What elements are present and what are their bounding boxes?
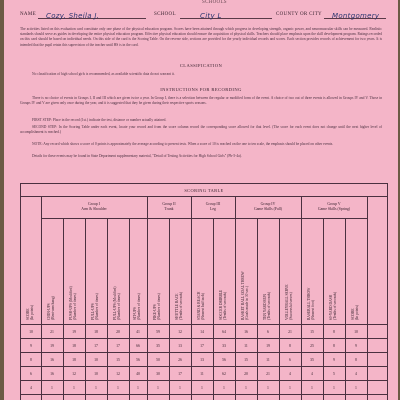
table-cell: 18 <box>72 358 76 362</box>
table-cell: 14 <box>200 330 204 334</box>
table-cell: 1 <box>311 386 313 390</box>
column-unit: (Bent-arm hang) <box>51 296 56 320</box>
column-header <box>241 220 251 320</box>
table-cell: 1 <box>223 386 225 390</box>
student-info-row <box>20 9 386 21</box>
table-cell: 35 <box>156 344 160 348</box>
intro-paragraph: The activities listed on this evaluation card constitute only one phase of the physical education program. Scores have been attained through which progress in developing strength, organic power, and neuromuscular skills can be measured. Realistic standards should serve as guides in developing the entire physical education program. Effective physical education should ensure the acquisition of physical skills. Teachers should place emphasis upon the skill development program. Ratings recorded on this card should be based on individual needs. On this side of the card is the Scoring Table. On the reverse side, sections are provided for the yearly individual records and scores. Each section provides records of achievement for two years. It is intended that the pupil retain this supervision of the teacher until HS is in the card. <box>20 27 382 47</box>
column-header <box>219 220 229 320</box>
column-divider <box>301 196 302 400</box>
column-header <box>197 220 207 320</box>
column-unit: (Goals made in 30 sec.) <box>245 285 250 320</box>
column-unit: (Number of times) <box>157 293 162 320</box>
column-divider <box>147 196 148 400</box>
table-cell: 56 <box>136 358 140 362</box>
table-cell: 10 <box>94 358 98 362</box>
table-rule-top <box>21 196 387 197</box>
table-cell: 1 <box>267 386 269 390</box>
table-cell: 6 <box>267 330 269 334</box>
table-cell: 11 <box>200 372 204 376</box>
column-divider <box>367 196 368 400</box>
column-divider <box>191 196 192 400</box>
column-divider <box>235 196 236 400</box>
scoring-table-title: SCORING TABLE <box>184 188 224 193</box>
group-4-sub: Game Skills (Fall) <box>253 207 283 211</box>
table-cell: 4 <box>289 372 291 376</box>
table-cell: 16 <box>244 330 248 334</box>
table-cell: 25 <box>310 344 314 348</box>
instructions-note: NOTE: Any record which shows a score of 0 points is approximately the average according to present tests. When a score of 10 is reached on the one to ten scale, the emphasis should be placed on other events. <box>32 142 334 146</box>
column-unit: (Number of times) <box>117 293 122 320</box>
table-cell: 8 <box>333 344 335 348</box>
column-name: 60-YARD DASH <box>329 294 333 320</box>
table-cell: 5 <box>333 372 335 376</box>
column-header <box>285 220 295 320</box>
school-value[interactable]: City L <box>200 12 222 20</box>
group-3-name: Group III <box>205 202 221 206</box>
column-unit: (In points) <box>355 304 360 320</box>
table-cell: 1 <box>137 386 139 390</box>
table-cell: 35 <box>310 358 314 362</box>
column-divider <box>41 196 42 400</box>
table-cell: 1 <box>289 386 291 390</box>
table-cell: 21 <box>266 372 270 376</box>
column-header <box>91 220 101 320</box>
row-rule <box>21 366 387 367</box>
column-unit: (Nearest half inch) <box>201 293 206 320</box>
table-cell: 1 <box>245 386 247 390</box>
table-cell: 10 <box>94 372 98 376</box>
group-5-sub: Game Skills (Spring) <box>317 207 351 211</box>
column-header <box>307 220 317 320</box>
table-cell: 15 <box>310 330 314 334</box>
column-name: SCORE <box>26 308 30 320</box>
instructions-heading: INSTRUCTIONS FOR RECORDING <box>160 87 242 92</box>
table-cell: 56 <box>222 358 226 362</box>
column-header <box>69 220 79 320</box>
scoring-table <box>20 183 388 400</box>
table-cell: 11 <box>244 344 248 348</box>
table-cell: 19 <box>72 330 76 334</box>
table-cell: 8 <box>289 344 291 348</box>
column-name: PULL-UPS (Modified) <box>113 286 117 320</box>
column-unit: (Number of times) <box>73 293 78 320</box>
table-cell: 1 <box>51 386 53 390</box>
table-cell: 9 <box>30 344 32 348</box>
table-cell: 59 <box>156 330 160 334</box>
table-cell: 20 <box>244 372 248 376</box>
column-unit: (Nearest foot) <box>311 299 316 320</box>
column-header <box>329 220 339 320</box>
table-cell: 20 <box>116 330 120 334</box>
table-cell: 1 <box>73 386 75 390</box>
column-header <box>351 220 361 320</box>
classification-text: No classification of high school girls is recommended, as available scientific data do not warrant it. <box>32 72 175 76</box>
group-3-sub: Leg <box>210 207 216 211</box>
table-cell: 6 <box>30 372 32 376</box>
row-rule <box>21 380 387 381</box>
column-name: BASEBALL THROW <box>307 287 311 320</box>
column-unit: (Tenths of seconds) <box>267 291 272 320</box>
group-1-sub: Arm & Shoulder <box>81 207 107 211</box>
table-cell: 4 <box>311 372 313 376</box>
column-unit: (Tenths of seconds) <box>179 291 184 320</box>
column-name: SIT-UPS <box>133 307 137 320</box>
table-cell: 4 <box>30 386 32 390</box>
table-cell: 62 <box>222 372 226 376</box>
column-unit: (Tenths of seconds) <box>223 291 228 320</box>
table-cell: 66 <box>136 344 140 348</box>
column-header <box>153 220 163 320</box>
table-cell: 16 <box>50 372 54 376</box>
column-unit: (Successful serves) <box>289 292 294 320</box>
table-cell: 21 <box>288 330 292 334</box>
table-cell: 41 <box>136 330 140 334</box>
table-cell: 13 <box>178 344 182 348</box>
group-5-header <box>301 202 367 212</box>
instructions-first-step: FIRST STEP: Place in the record (1st.) indicate the test, distance or number actually attained. <box>32 118 167 122</box>
table-cell: 19 <box>266 344 270 348</box>
instructions-paragraph-1: There is no choice of events in Groups I, II and III which are given twice a year. In Group I, there is a selection between the regular or modified form of the event. A choice of two out of three events is allowed in Groups IV and V. Those in Groups IV and V are given only once during the year, and it is suggested that they be given during their respective sports seasons. <box>20 96 382 106</box>
column-header <box>133 220 143 320</box>
table-cell: 13 <box>200 358 204 362</box>
table-cell: 17 <box>94 344 98 348</box>
table-cell: 21 <box>50 330 54 334</box>
column-name: VOLLEYBALL SERVE <box>285 284 289 320</box>
table-cell: 17 <box>116 344 120 348</box>
group-4-name: Group IV <box>260 202 276 206</box>
table-cell: 1 <box>179 386 181 390</box>
table-cell: 18 <box>72 344 76 348</box>
table-cell: 9 <box>333 358 335 362</box>
name-label: NAME <box>20 12 36 17</box>
table-cell: 1 <box>201 386 203 390</box>
school-label: SCHOOL <box>154 12 176 17</box>
column-name: PULL-UPS <box>91 303 95 320</box>
table-cell: 18 <box>94 330 98 334</box>
instructions-details: Details for these events may be found in State Department supplementary material, "Detail of Testing Activities for High School Girls" (Pb-5-4a). <box>32 154 242 158</box>
table-cell: 8 <box>333 330 335 334</box>
group-4-header <box>235 202 301 212</box>
column-name: BASKET BALL GOAL THROW <box>241 271 245 320</box>
table-cell: 12 <box>72 372 76 376</box>
column-name: SOCCER DRIBBLE <box>219 289 223 320</box>
table-cell: 9 <box>355 344 357 348</box>
column-name: PUSH-UPS (Modified) <box>69 286 73 320</box>
column-header <box>175 220 185 320</box>
group-1-header <box>41 202 147 212</box>
row-rule <box>21 352 387 353</box>
column-header <box>263 220 273 320</box>
group-2-sub: Trunk <box>164 207 174 211</box>
column-unit: (Number of times) <box>95 293 100 320</box>
table-rule-header <box>21 324 387 325</box>
table-cell: 1 <box>117 386 119 390</box>
column-unit: (Tenths of seconds) <box>333 291 338 320</box>
table-cell: 1 <box>157 386 159 390</box>
table-rule-groups <box>41 218 367 219</box>
column-header <box>47 220 57 320</box>
row-rule <box>21 394 387 395</box>
county-value[interactable]: Montgomery <box>332 12 380 20</box>
table-cell: 64 <box>222 330 226 334</box>
name-value[interactable]: Cozy, Sheila J. <box>46 12 100 20</box>
table-cell: 50 <box>156 358 160 362</box>
table-cell: 16 <box>50 358 54 362</box>
group-2-name: Group II <box>162 202 176 206</box>
group-1-name: Group I <box>88 202 100 206</box>
instructions-second-step: SECOND STEP: In the Scoring Table under each event, locate your record and from the score column record the corresponding score allowed for that level. (The score for each event does not change until the next higher level of accomplishment is reached.) <box>20 125 382 135</box>
group-3-header <box>191 202 235 212</box>
table-cell: 10 <box>354 330 358 334</box>
column-name: SCORE <box>351 308 355 320</box>
evaluation-card <box>4 0 398 400</box>
table-cell: 19 <box>50 344 54 348</box>
table-cell: 15 <box>116 358 120 362</box>
table-cell: 12 <box>116 372 120 376</box>
table-cell: 8 <box>30 358 32 362</box>
table-cell: 1 <box>333 386 335 390</box>
table-cell: 17 <box>178 372 182 376</box>
table-cell: 8 <box>355 358 357 362</box>
group-2-header <box>147 202 191 212</box>
column-name: SHUTTLE RACE <box>175 293 179 320</box>
table-cell: 10 <box>29 330 33 334</box>
table-cell: 1 <box>355 386 357 390</box>
table-cell: 30 <box>156 372 160 376</box>
column-unit: (In points) <box>30 304 35 320</box>
column-header <box>113 220 123 320</box>
column-name: TEN YARD RUN <box>263 293 267 320</box>
column-name: STAND & REACH <box>197 291 201 320</box>
row-rule <box>21 338 387 339</box>
table-cell: 6 <box>289 358 291 362</box>
county-label: COUNTY OR CITY <box>276 12 322 17</box>
top-clipped-heading: SCHOOLS <box>202 0 227 5</box>
column-header <box>26 220 36 320</box>
column-unit: (Number of times) <box>137 293 142 320</box>
table-cell: 1 <box>95 386 97 390</box>
table-cell: 33 <box>222 344 226 348</box>
table-cell: 40 <box>136 372 140 376</box>
group-5-name: Group V <box>327 202 341 206</box>
column-name: CHIN-UPS <box>47 303 51 320</box>
classification-heading: CLASSIFICATION <box>179 63 223 68</box>
table-cell: 11 <box>266 358 270 362</box>
table-cell: 15 <box>244 358 248 362</box>
column-name: PIKE-UPS <box>153 304 157 320</box>
table-cell: 17 <box>200 344 204 348</box>
table-cell: 4 <box>355 372 357 376</box>
table-cell: 12 <box>178 330 182 334</box>
school-line <box>180 18 272 19</box>
table-cell: 26 <box>178 358 182 362</box>
